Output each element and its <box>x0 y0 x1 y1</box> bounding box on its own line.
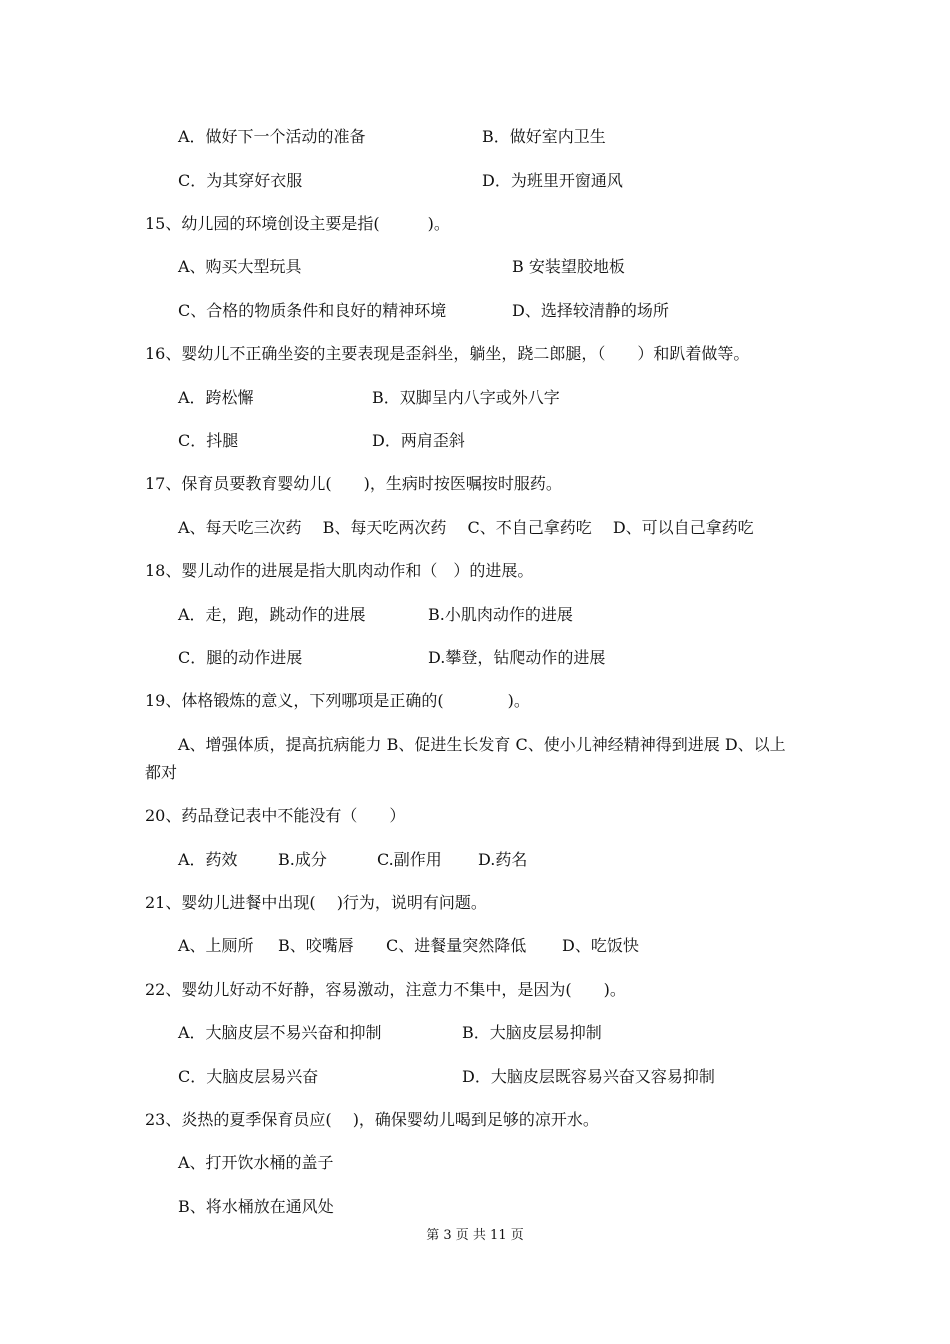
q19-options-line1: A、增强体质，提高抗病能力 B、促进生长发育 C、使小儿神经精神得到进展 D、以上 <box>178 735 786 754</box>
q21-option-c: C、进餐量突然降低 <box>386 936 527 955</box>
q22-option-c: C．大脑皮层易兴奋 <box>178 1067 319 1086</box>
q16-option-c: C．抖腿 <box>178 431 239 450</box>
q18-option-c: C．腿的动作进展 <box>178 648 303 667</box>
q20-stem: 20、药品登记表中不能没有（ ） <box>145 806 406 825</box>
q23-stem: 23、炎热的夏季保育员应( )，确保婴幼儿喝到足够的凉开水。 <box>145 1110 599 1129</box>
q14-option-a: A．做好下一个活动的准备 <box>178 127 366 146</box>
q19-stem: 19、体格锻炼的意义，下列哪项是正确的( )。 <box>145 691 530 710</box>
q22-option-b: B．大脑皮层易抑制 <box>462 1023 602 1042</box>
q21-option-a: A、上厕所 <box>178 936 254 955</box>
q14-option-b: B．做好室内卫生 <box>482 127 606 146</box>
q18-option-d: D.攀登，钻爬动作的进展 <box>428 648 606 667</box>
q16-option-a: A．跨松懈 <box>178 388 254 407</box>
q15-option-b: B 安装望胶地板 <box>512 257 625 276</box>
q16-option-b: B．双脚呈内八字或外八字 <box>372 388 560 407</box>
q15-option-d: D、选择较清静的场所 <box>512 301 669 320</box>
q17-stem: 17、保育员要教育婴幼儿( )，生病时按医嘱按时服药。 <box>145 474 562 493</box>
q15-option-a: A、购买大型玩具 <box>178 257 302 276</box>
q15-stem: 15、幼儿园的环境创设主要是指( )。 <box>145 214 450 233</box>
q20-option-d: D.药名 <box>478 850 528 869</box>
q21-stem: 21、婴幼儿进餐中出现( )行为，说明有问题。 <box>145 893 487 912</box>
q16-stem: 16、婴幼儿不正确坐姿的主要表现是歪斜坐，躺坐，跷二郎腿，（ ）和趴着做等。 <box>145 344 750 363</box>
q22-stem: 22、婴幼儿好动不好静，容易激动，注意力不集中，是因为( )。 <box>145 980 626 999</box>
q20-option-a: A．药效 <box>178 850 238 869</box>
q23-option-a: A、打开饮水桶的盖子 <box>178 1153 334 1172</box>
q18-option-b: B.小肌肉动作的进展 <box>428 605 573 624</box>
q20-option-b: B.成分 <box>278 850 327 869</box>
q18-option-a: A．走，跑，跳动作的进展 <box>178 605 366 624</box>
q22-option-a: A．大脑皮层不易兴奋和抑制 <box>178 1023 382 1042</box>
q15-option-c: C、合格的物质条件和良好的精神环境 <box>178 301 447 320</box>
q23-option-b: B、将水桶放在通风处 <box>178 1197 334 1216</box>
q19-options-line2: 都对 <box>145 763 178 782</box>
q17-options: A、每天吃三次药 B、每天吃两次药 C、不自己拿药吃 D、可以自己拿药吃 <box>178 518 754 537</box>
page-number-footer: 第 3 页 共 11 页 <box>426 1228 524 1243</box>
q21-option-d: D、吃饭快 <box>562 936 639 955</box>
q14-option-d: D．为班里开窗通风 <box>482 171 623 190</box>
q14-option-c: C．为其穿好衣服 <box>178 171 303 190</box>
q20-option-c: C.副作用 <box>377 850 442 869</box>
q21-option-b: B、咬嘴唇 <box>278 936 354 955</box>
q18-stem: 18、婴儿动作的进展是指大肌肉动作和（ ）的进展。 <box>145 561 534 580</box>
q16-option-d: D．两肩歪斜 <box>372 431 465 450</box>
q22-option-d: D．大脑皮层既容易兴奋又容易抑制 <box>462 1067 715 1086</box>
